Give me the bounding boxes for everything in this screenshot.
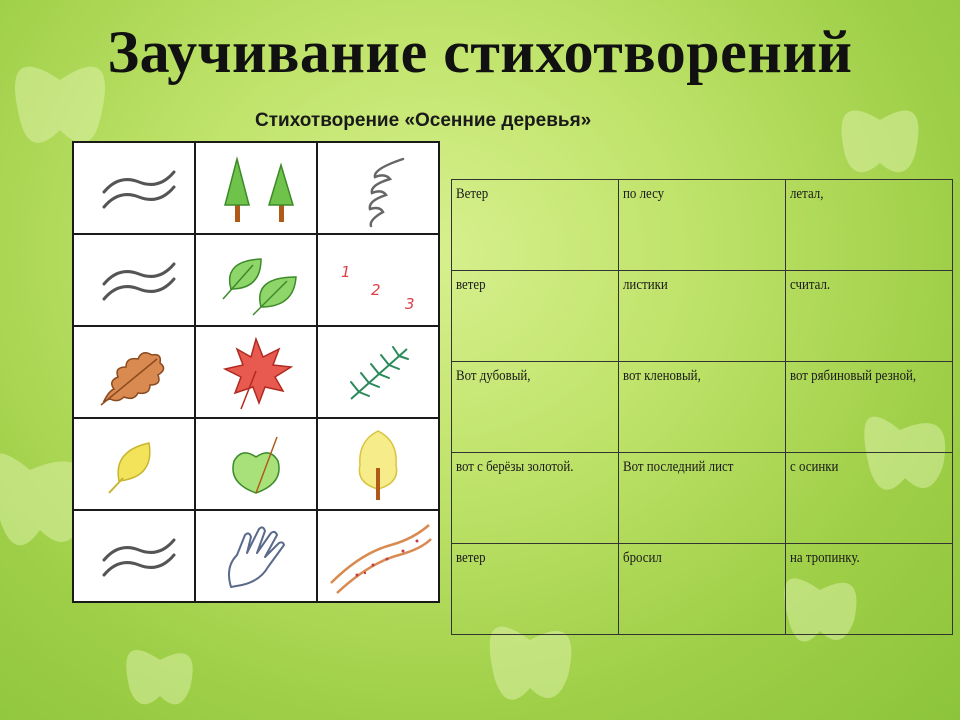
aspen-tree-icon xyxy=(323,423,433,505)
pictogram-cell xyxy=(317,142,439,234)
maple-leaf-icon xyxy=(201,331,311,413)
pictogram-cell xyxy=(195,142,317,234)
wind-waves-icon xyxy=(79,515,189,597)
table-row xyxy=(452,362,953,453)
pictogram-cell xyxy=(195,234,317,326)
counting-numbers-icon xyxy=(323,239,433,321)
pictogram-row xyxy=(73,326,439,418)
pictogram-row xyxy=(73,510,439,602)
poem-word-table xyxy=(451,179,953,635)
birch-leaf-icon xyxy=(79,423,189,505)
green-leaves-icon xyxy=(201,239,311,321)
number-2: 2 xyxy=(371,281,381,299)
table-cell: вот рябиновый резной, xyxy=(786,362,953,453)
table-cell: вот кленовый, xyxy=(619,362,786,453)
fir-trees-icon xyxy=(201,147,311,229)
rowan-leaf-icon xyxy=(323,331,433,413)
oak-leaf-icon xyxy=(79,331,189,413)
number-1: 1 xyxy=(341,263,351,281)
number-3: 3 xyxy=(405,295,415,313)
pictogram-grid xyxy=(72,141,440,603)
pictogram-row xyxy=(73,418,439,510)
table-cell: летал, xyxy=(786,180,953,271)
table-row xyxy=(452,544,953,635)
pictogram-cell xyxy=(195,418,317,510)
pictogram-cell xyxy=(195,326,317,418)
pictogram-cell xyxy=(73,326,195,418)
table-cell: считал. xyxy=(786,271,953,362)
table-cell: ветер xyxy=(452,544,619,635)
hand-icon xyxy=(201,515,311,597)
table-cell: по лесу xyxy=(619,180,786,271)
pictogram-cell xyxy=(317,234,439,326)
pictogram-row xyxy=(73,234,439,326)
table-cell: на тропинку. xyxy=(786,544,953,635)
linden-leaf-icon xyxy=(201,423,311,505)
pictogram-cell xyxy=(317,510,439,602)
poem-subtitle: Стихотворение «Осенние деревья» xyxy=(255,110,592,131)
table-row xyxy=(452,453,953,544)
wind-waves-icon xyxy=(79,239,189,321)
pictogram-cell xyxy=(73,234,195,326)
wind-gust-icon xyxy=(323,147,433,229)
table-cell: Ветер xyxy=(452,180,619,271)
pictogram-cell xyxy=(73,418,195,510)
pictogram-cell xyxy=(317,418,439,510)
table-cell: Вот дубовый, xyxy=(452,362,619,453)
table-cell: Вот последний лист xyxy=(619,453,786,544)
table-row xyxy=(452,180,953,271)
pictogram-cell xyxy=(73,510,195,602)
table-cell: ветер xyxy=(452,271,619,362)
pictogram-cell xyxy=(195,510,317,602)
pictogram-cell xyxy=(73,142,195,234)
table-cell: с осинки xyxy=(786,453,953,544)
pictogram-cell xyxy=(317,326,439,418)
pictogram-row xyxy=(73,142,439,234)
table-cell: бросил xyxy=(619,544,786,635)
wind-waves-icon xyxy=(79,147,189,229)
table-cell: вот с берёзы золотой. xyxy=(452,453,619,544)
table-row xyxy=(452,271,953,362)
table-cell: листики xyxy=(619,271,786,362)
path-icon xyxy=(323,515,433,597)
page-title: Заучивание стихотворений xyxy=(107,19,853,85)
